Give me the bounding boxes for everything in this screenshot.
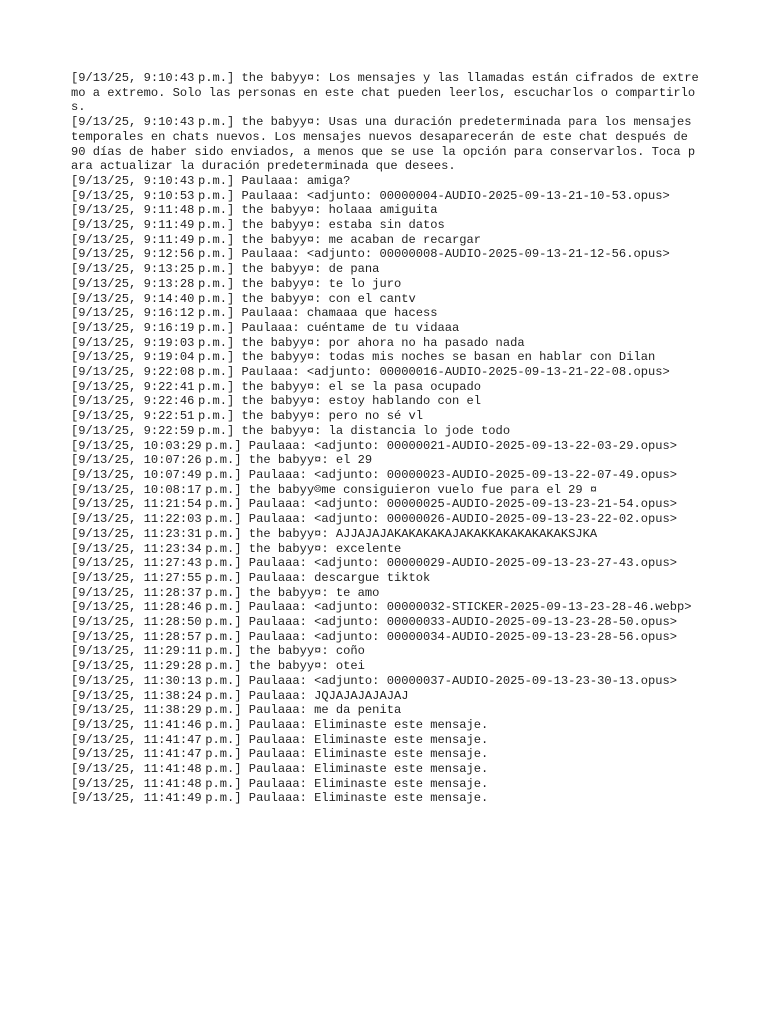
chat-line: [9/13/25, 11:28:50 p.m.] Paulaaa: <adjunto: 00000033-AUDIO-2025-09-13-23-28-50.opus>	[71, 615, 677, 630]
chat-line: [9/13/25, 10:07:49 p.m.] Paulaaa: <adjunto: 00000023-AUDIO-2025-09-13-22-07-49.opus>	[71, 467, 677, 482]
chat-line: [9/13/25, 10:07:26 p.m.] the babyy¤: el 29	[71, 453, 373, 468]
chat-line: [9/13/25, 9:10:43 p.m.] the babyy¤: Usas una duración predeterminada para los mensajes temporales en chats nuevos. Los mensajes nuevos desaparecerán de este chat después de 90 días de haber sido enviados, a menos que se use la opción para conservarlos. Toca para actualizar la duración predeterminada que desees.	[71, 115, 699, 174]
chat-line: [9/13/25, 11:21:54 p.m.] Paulaaa: <adjunto: 00000025-AUDIO-2025-09-13-23-21-54.opus>	[71, 497, 677, 512]
chat-line: [9/13/25, 9:22:08 p.m.] Paulaaa: <adjunto: 00000016-AUDIO-2025-09-13-21-22-08.opus>	[71, 365, 670, 380]
chat-line: [9/13/25, 9:10:43 p.m.] Paulaaa: amiga?	[71, 173, 351, 188]
chat-line: [9/13/25, 11:41:48 p.m.] Paulaaa: Eliminaste este mensaje.	[71, 762, 489, 777]
chat-transcript	[71, 71, 701, 806]
chat-line: [9/13/25, 9:11:49 p.m.] the babyy¤: me acaban de recargar	[71, 232, 482, 247]
chat-line: [9/13/25, 11:23:31 p.m.] the babyy¤: AJJAJAJAKAKAKAKAJAKAKKAKAKAKAKAKSJKA	[71, 526, 598, 541]
chat-line: [9/13/25, 9:12:56 p.m.] Paulaaa: <adjunto: 00000008-AUDIO-2025-09-13-21-12-56.opus>	[71, 247, 670, 262]
chat-line: [9/13/25, 9:14:40 p.m.] the babyy¤: con el cantv	[71, 291, 416, 306]
chat-line: [9/13/25, 11:29:28 p.m.] the babyy¤: otei	[71, 659, 365, 674]
chat-line: [9/13/25, 11:27:43 p.m.] Paulaaa: <adjunto: 00000029-AUDIO-2025-09-13-23-27-43.opus>	[71, 556, 677, 571]
chat-line: [9/13/25, 11:29:11 p.m.] the babyy¤: coño	[71, 644, 365, 659]
chat-line: [9/13/25, 9:22:51 p.m.] the babyy¤: pero no sé vl	[71, 409, 423, 424]
chat-line: [9/13/25, 11:41:47 p.m.] Paulaaa: Eliminaste este mensaje.	[71, 732, 489, 747]
chat-line: [9/13/25, 11:28:37 p.m.] the babyy¤: te amo	[71, 585, 380, 600]
chat-line: [9/13/25, 11:22:03 p.m.] Paulaaa: <adjunto: 00000026-AUDIO-2025-09-13-23-22-02.opus>	[71, 512, 677, 527]
chat-line: [9/13/25, 9:19:03 p.m.] the babyy¤: por ahora no ha pasado nada	[71, 335, 525, 350]
chat-line: [9/13/25, 11:41:49 p.m.] Paulaaa: Eliminaste este mensaje.	[71, 791, 489, 806]
chat-line: [9/13/25, 11:38:29 p.m.] Paulaaa: me da penita	[71, 703, 402, 718]
chat-line: [9/13/25, 9:10:53 p.m.] Paulaaa: <adjunto: 00000004-AUDIO-2025-09-13-21-10-53.opus>	[71, 188, 670, 203]
chat-line: [9/13/25, 9:11:48 p.m.] the babyy¤: holaaa amiguita	[71, 203, 438, 218]
chat-line: [9/13/25, 9:22:46 p.m.] the babyy¤: estoy hablando con el	[71, 394, 482, 409]
chat-line: [9/13/25, 11:41:46 p.m.] Paulaaa: Eliminaste este mensaje.	[71, 717, 489, 732]
chat-line: [9/13/25, 11:41:48 p.m.] Paulaaa: Eliminaste este mensaje.	[71, 776, 489, 791]
chat-line: [9/13/25, 9:22:59 p.m.] the babyy¤: la distancia lo jode todo	[71, 423, 511, 438]
chat-line: [9/13/25, 11:30:13 p.m.] Paulaaa: <adjunto: 00000037-AUDIO-2025-09-13-23-30-13.opus>	[71, 673, 677, 688]
chat-line: [9/13/25, 9:13:28 p.m.] the babyy¤: te lo juro	[71, 276, 402, 291]
chat-line: [9/13/25, 11:28:57 p.m.] Paulaaa: <adjunto: 00000034-AUDIO-2025-09-13-23-28-56.opus>	[71, 629, 677, 644]
chat-line: [9/13/25, 10:08:17 p.m.] the babyy☹me consiguieron vuelo fue para el 29 ¤	[71, 482, 598, 497]
chat-line: [9/13/25, 9:10:43 p.m.] the babyy¤: Los mensajes y las llamadas están cifrados de extremo a extremo. Solo las personas en este chat pueden leerlos, escucharlos o compartirlos.	[71, 71, 699, 115]
chat-line: [9/13/25, 9:19:04 p.m.] the babyy¤: todas mis noches se basan en hablar con Dilan	[71, 350, 656, 365]
chat-line: [9/13/25, 11:28:46 p.m.] Paulaaa: <adjunto: 00000032-STICKER-2025-09-13-23-28-46.webp>	[71, 600, 692, 615]
chat-line: [9/13/25, 10:03:29 p.m.] Paulaaa: <adjunto: 00000021-AUDIO-2025-09-13-22-03-29.opus>	[71, 438, 677, 453]
chat-line: [9/13/25, 9:16:12 p.m.] Paulaaa: chamaaa que hacess	[71, 306, 438, 321]
chat-line: [9/13/25, 9:22:41 p.m.] the babyy¤: el se la pasa ocupado	[71, 379, 482, 394]
chat-line: [9/13/25, 9:16:19 p.m.] Paulaaa: cuéntame de tu vidaaa	[71, 320, 460, 335]
chat-line: [9/13/25, 9:13:25 p.m.] the babyy¤: de pana	[71, 262, 380, 277]
chat-line: [9/13/25, 11:27:55 p.m.] Paulaaa: descargue tiktok	[71, 570, 431, 585]
chat-line: [9/13/25, 9:11:49 p.m.] the babyy¤: estaba sin datos	[71, 218, 445, 233]
chat-line: [9/13/25, 11:41:47 p.m.] Paulaaa: Eliminaste este mensaje.	[71, 747, 489, 762]
chat-line: [9/13/25, 11:38:24 p.m.] Paulaaa: JQJAJAJAJAJAJ	[71, 688, 409, 703]
chat-line: [9/13/25, 11:23:34 p.m.] the babyy¤: excelente	[71, 541, 402, 556]
